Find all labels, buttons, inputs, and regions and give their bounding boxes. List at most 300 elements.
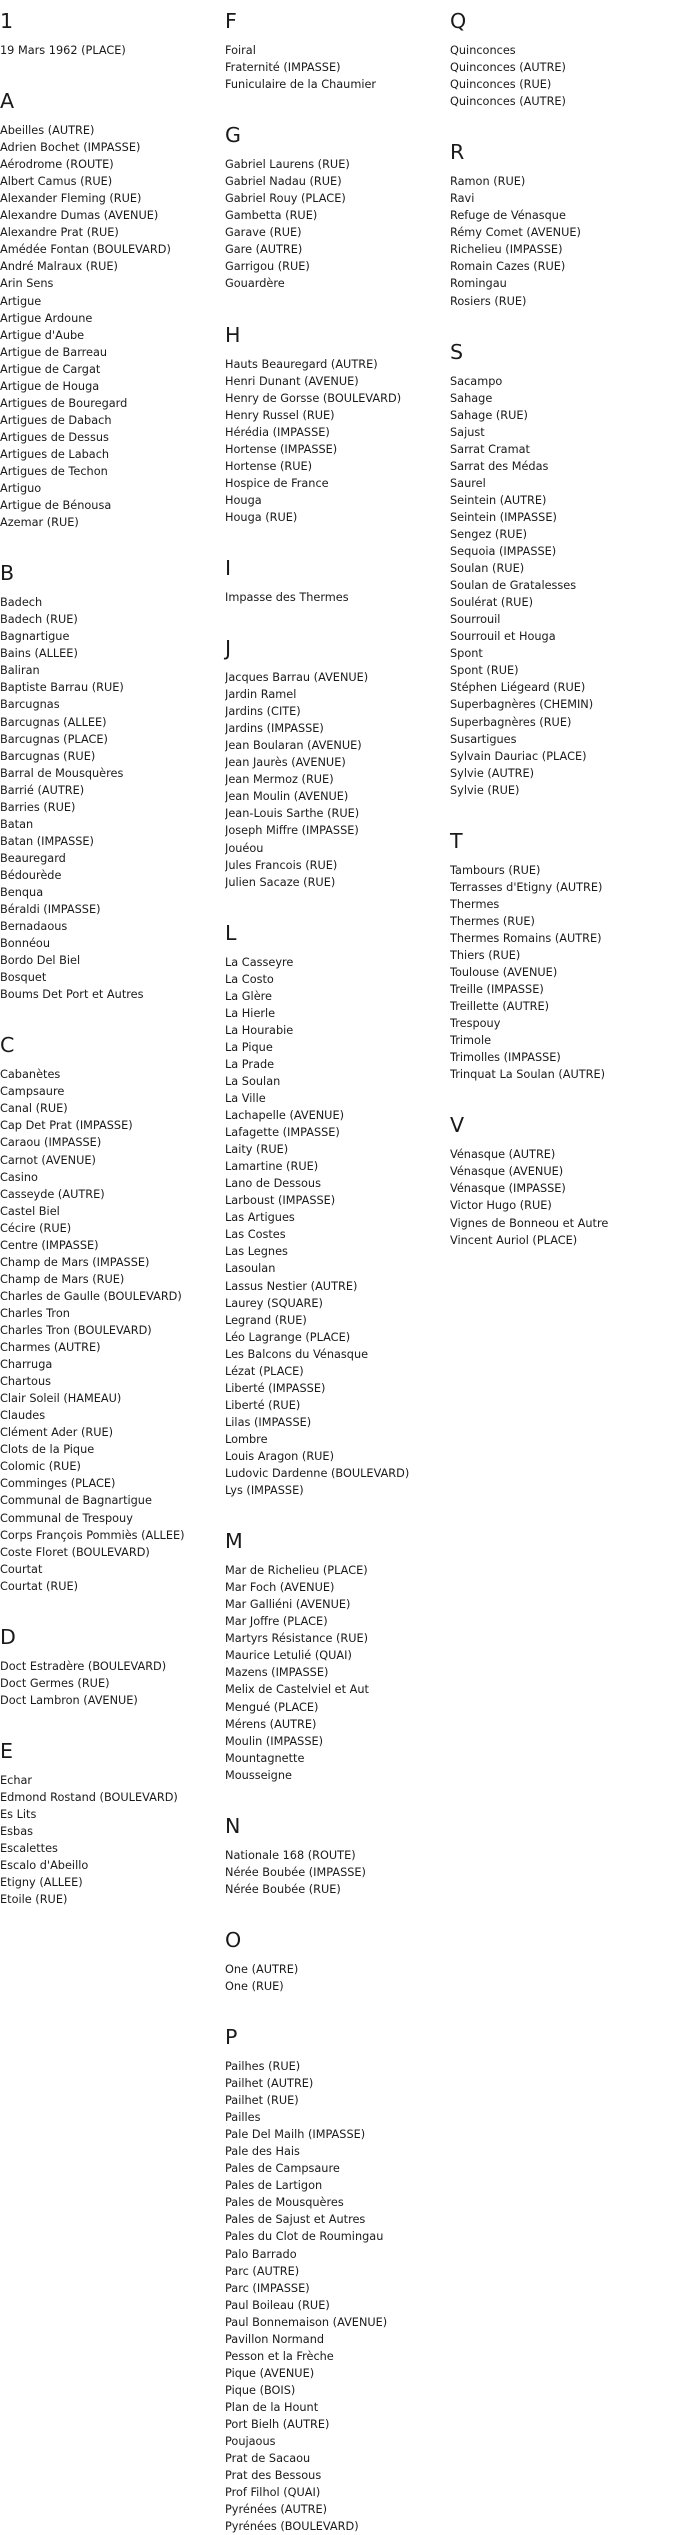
street-link[interactable]: Alexander Fleming (RUE) — [0, 192, 142, 206]
street-link[interactable]: Vignes de Bonneou et Autre — [450, 1216, 609, 1230]
street-link[interactable]: Las Artigues — [225, 1211, 295, 1225]
street-link[interactable]: Gabriel Laurens (RUE) — [225, 158, 350, 172]
street-link[interactable]: Mar Foch (AVENUE) — [225, 1581, 335, 1595]
street-link[interactable]: Ramon (RUE) — [450, 175, 526, 189]
street-link[interactable]: Comminges (PLACE) — [0, 1477, 116, 1491]
street-link[interactable]: Pailhet (RUE) — [225, 2094, 299, 2108]
street-link[interactable]: Pyrénées (BOULEVARD) — [225, 2520, 359, 2534]
street-link[interactable]: Alexandre Dumas (AVENUE) — [0, 209, 159, 223]
street-link[interactable]: Jacques Barrau (AVENUE) — [225, 671, 369, 685]
street-link[interactable]: Canal (RUE) — [0, 1102, 68, 1116]
street-link[interactable]: Barcugnas — [0, 698, 60, 712]
street-link[interactable]: Pales de Mousquères — [225, 2196, 344, 2210]
street-link[interactable]: Baptiste Barrau (RUE) — [0, 681, 124, 695]
street-link[interactable]: Romain Cazes (RUE) — [450, 260, 566, 274]
street-list-item — [0, 594, 215, 611]
street-link[interactable]: Sourrouil — [450, 613, 501, 627]
street-link[interactable]: Mar Galliéni (AVENUE) — [225, 1598, 351, 1612]
street-link[interactable]: Romingau — [450, 277, 507, 291]
street-link[interactable]: Hospice de France — [225, 476, 329, 490]
street-link[interactable]: Es Lits — [0, 1807, 37, 1821]
street-link[interactable]: Louis Aragon (RUE) — [225, 1450, 334, 1463]
street-link[interactable]: La Ville — [225, 1092, 266, 1106]
street-link[interactable]: Mazens (IMPASSE) — [225, 1666, 329, 1680]
street-link[interactable]: Champ de Mars (RUE) — [0, 1272, 125, 1286]
street-link[interactable]: Poujaous — [225, 2435, 276, 2449]
street-link[interactable]: Claudes — [0, 1409, 46, 1423]
street-list-item — [0, 1806, 215, 1823]
street-link[interactable]: Vénasque (AUTRE) — [450, 1148, 556, 1162]
street-link[interactable]: Gabriel Rouy (PLACE) — [225, 192, 346, 206]
street-link[interactable]: Joseph Miffre (IMPASSE) — [225, 824, 359, 838]
street-link[interactable]: Pales de Lartigon — [225, 2179, 323, 2193]
street-link[interactable]: Las Legnes — [225, 1245, 288, 1259]
street-link[interactable]: Communal de Trespouy — [0, 1511, 133, 1525]
street-link[interactable]: Lassus Nestier (AUTRE) — [225, 1279, 358, 1293]
street-link[interactable]: Doct Germes (RUE) — [0, 1676, 110, 1690]
street-list-item — [0, 833, 215, 850]
street-link[interactable]: Seintein (AUTRE) — [450, 493, 547, 507]
street-link[interactable]: André Malraux (RUE) — [0, 260, 118, 274]
street-link[interactable]: Laity (RUE) — [225, 1143, 289, 1157]
street-link[interactable]: Jardins (IMPASSE) — [225, 722, 324, 736]
street-link[interactable]: Thermes (RUE) — [450, 914, 535, 928]
street-link[interactable]: Henry Russel (RUE) — [225, 408, 335, 422]
street-link[interactable]: Lano de Dessous — [225, 1177, 321, 1191]
street-link[interactable]: Quinconces (AUTRE) — [450, 95, 566, 109]
street-list-item — [450, 475, 665, 492]
street-link[interactable]: Escalettes — [0, 1842, 58, 1856]
street-link[interactable]: Richelieu (IMPASSE) — [450, 243, 563, 257]
street-link[interactable]: Sacampo — [450, 374, 503, 388]
street-link[interactable]: Quinconces (RUE) — [450, 78, 552, 92]
street-link[interactable]: Clair Soleil (HAMEAU) — [0, 1392, 122, 1406]
street-list-item — [450, 662, 665, 679]
street-link[interactable]: Rosiers (RUE) — [450, 294, 527, 308]
street-link[interactable]: Susartigues — [450, 732, 517, 746]
street-link[interactable]: Charles Tron (BOULEVARD) — [0, 1324, 152, 1337]
street-link[interactable]: Superbagnères (RUE) — [450, 715, 572, 729]
street-list-item — [450, 93, 665, 110]
street-link[interactable]: Lombre — [225, 1432, 268, 1446]
street-link[interactable]: Boums Det Port et Autres — [0, 988, 144, 1002]
street-list-item — [450, 241, 665, 258]
street-link[interactable]: La Casseyre — [225, 955, 294, 969]
street-link[interactable]: Funiculaire de la Chaumier — [225, 78, 377, 92]
street-link[interactable]: Lys (IMPASSE) — [225, 1484, 304, 1498]
street-link[interactable]: Artigue — [0, 294, 42, 308]
street-list-item — [225, 1175, 440, 1192]
street-link[interactable]: Artiguo — [0, 482, 42, 496]
street-link[interactable]: Pavillon Normand — [225, 2332, 325, 2346]
street-list — [225, 589, 440, 606]
street-link[interactable]: Mountagnette — [225, 1751, 305, 1765]
street-link[interactable]: Léo Lagrange (PLACE) — [225, 1330, 351, 1344]
street-link[interactable]: Hortense (RUE) — [225, 459, 313, 473]
street-link[interactable]: Spont (RUE) — [450, 664, 519, 678]
street-link[interactable]: Tambours (RUE) — [450, 863, 541, 877]
street-link[interactable]: Stéphen Liégeard (RUE) — [450, 681, 586, 695]
street-link[interactable]: Jean Mermoz (RUE) — [225, 773, 334, 787]
street-link[interactable]: Sylvain Dauriac (PLACE) — [450, 749, 587, 763]
street-link[interactable]: Béraldi (IMPASSE) — [0, 903, 101, 917]
street-list-item — [0, 1658, 215, 1675]
street-link[interactable]: Batan (IMPASSE) — [0, 834, 94, 848]
street-link[interactable]: Jardins (CITE) — [225, 705, 301, 719]
street-link[interactable]: Terrasses d'Etigny (AUTRE) — [450, 880, 603, 894]
street-link[interactable]: Jean-Louis Sarthe (RUE) — [225, 807, 360, 821]
street-link[interactable]: Soulérat (RUE) — [450, 596, 533, 610]
street-link[interactable]: Lafagette (IMPASSE) — [225, 1126, 340, 1140]
street-link[interactable]: Mousseigne — [225, 1768, 292, 1782]
street-link[interactable]: One (AUTRE) — [225, 1962, 299, 1976]
street-link[interactable]: Spont — [450, 647, 483, 661]
street-link[interactable]: Martyrs Résistance (RUE) — [225, 1632, 369, 1646]
street-link[interactable]: 19 Mars 1962 (PLACE) — [0, 44, 126, 57]
street-link[interactable]: Gouardère — [225, 277, 285, 291]
street-link[interactable]: Courtat — [0, 1562, 43, 1576]
street-link[interactable]: Prat de Sacaou — [225, 2452, 311, 2466]
street-link[interactable]: Clément Ader (RUE) — [0, 1426, 114, 1440]
street-link[interactable]: Seintein (IMPASSE) — [450, 510, 557, 524]
street-link[interactable]: Ravi — [450, 192, 475, 206]
street-link[interactable]: Plan de la Hount — [225, 2400, 319, 2414]
street-link[interactable]: Legrand (RUE) — [225, 1313, 307, 1327]
street-list-item — [0, 782, 215, 799]
street-link[interactable]: Jean Moulin (AVENUE) — [225, 790, 349, 804]
street-link[interactable]: Casseyde (AUTRE) — [0, 1187, 105, 1201]
street-list-item — [0, 935, 215, 952]
street-list-item — [450, 373, 665, 390]
letter-group — [450, 141, 665, 309]
street-link[interactable]: Champ de Mars (IMPASSE) — [0, 1255, 150, 1269]
street-link[interactable]: Amédée Fontan (BOULEVARD) — [0, 243, 171, 257]
street-link[interactable]: Bonnéou — [0, 937, 51, 951]
street-link[interactable]: Henri Dunant (AVENUE) — [225, 374, 359, 388]
street-link[interactable]: Thiers (RUE) — [450, 948, 521, 962]
street-link[interactable]: Bédourède — [0, 868, 62, 882]
street-link[interactable]: Pales du Clot de Roumingau — [225, 2230, 384, 2244]
street-link[interactable]: Barries (RUE) — [0, 800, 76, 814]
street-link[interactable]: Nérée Boubée (RUE) — [225, 1882, 341, 1896]
street-link[interactable]: Laurey (SQUARE) — [225, 1296, 323, 1310]
street-link[interactable]: Castel Biel — [0, 1204, 60, 1218]
street-link[interactable]: Batan — [0, 817, 34, 831]
street-list-item — [450, 543, 665, 560]
street-link[interactable]: Bernadaous — [0, 920, 68, 934]
street-link[interactable]: Liberté (IMPASSE) — [225, 1381, 326, 1395]
street-link[interactable]: Campsaure — [0, 1085, 65, 1099]
street-link[interactable]: Casino — [0, 1170, 38, 1184]
street-link[interactable]: Barcugnas (ALLEE) — [0, 715, 107, 729]
street-link[interactable]: Nationale 168 (ROUTE) — [225, 1848, 356, 1862]
street-link[interactable]: Charles Tron — [0, 1306, 70, 1320]
street-link[interactable]: Garrigou (RUE) — [225, 260, 310, 274]
street-link[interactable]: Pales de Sajust et Autres — [225, 2213, 366, 2227]
street-link[interactable]: Sylvie (RUE) — [450, 783, 520, 797]
street-list-item — [0, 645, 215, 662]
street-list-item — [450, 258, 665, 275]
street-link[interactable]: Port Bielh (AUTRE) — [225, 2417, 330, 2431]
street-link[interactable]: La Hierle — [225, 1006, 276, 1020]
street-link[interactable]: Pique (AVENUE) — [225, 2366, 315, 2380]
letter-heading: T — [450, 828, 463, 853]
street-link[interactable]: Foiral — [225, 44, 256, 57]
street-link[interactable]: Charruga — [0, 1358, 53, 1372]
street-link[interactable]: Thermes — [450, 897, 500, 911]
street-link[interactable]: Pale Del Mailh (IMPASSE) — [225, 2128, 366, 2142]
street-link[interactable]: Bosquet — [0, 971, 47, 985]
street-link[interactable]: Hauts Beauregard (AUTRE) — [225, 357, 378, 371]
street-link[interactable]: Bordo Del Biel — [0, 954, 81, 968]
street-list-item — [0, 1441, 215, 1458]
street-link[interactable]: Pique (BOIS) — [225, 2383, 296, 2397]
street-link[interactable]: Baliran — [0, 664, 40, 678]
street-link[interactable]: Artigue Ardoune — [0, 311, 93, 325]
street-link[interactable]: Victor Hugo (RUE) — [450, 1199, 552, 1213]
street-list-item — [225, 156, 440, 173]
street-link[interactable]: Liberté (RUE) — [225, 1398, 301, 1412]
street-list-item — [225, 258, 440, 275]
street-link[interactable]: Adrien Bochet (IMPASSE) — [0, 141, 141, 155]
street-link[interactable]: Badech — [0, 596, 43, 610]
street-link[interactable]: Doct Estradère (BOULEVARD) — [0, 1659, 167, 1673]
street-link[interactable]: Artigue d'Aube — [0, 328, 85, 342]
street-link[interactable]: Benqua — [0, 885, 44, 899]
street-link[interactable]: Impasse des Thermes — [225, 590, 349, 604]
street-link[interactable]: Sengez (RUE) — [450, 527, 527, 541]
street-link[interactable]: Prat des Bessous — [225, 2469, 322, 2483]
group-spacer — [450, 1083, 665, 1114]
street-link[interactable]: Palo Barrado — [225, 2247, 297, 2261]
street-link[interactable]: Artigues de Dessus — [0, 430, 109, 444]
street-link[interactable]: Artigues de Techon — [0, 464, 108, 478]
street-link[interactable]: Beauregard — [0, 851, 66, 865]
street-link[interactable]: Sarrat des Médas — [450, 459, 549, 473]
street-link[interactable]: Pales de Campsaure — [225, 2162, 340, 2176]
street-link[interactable]: La Glère — [225, 989, 272, 1003]
street-link[interactable]: Chartous — [0, 1375, 52, 1389]
street-link[interactable]: Cécire (RUE) — [0, 1221, 72, 1235]
street-link[interactable]: Trinquat La Soulan (AUTRE) — [450, 1068, 606, 1082]
street-link[interactable]: Julien Sacaze (RUE) — [225, 875, 336, 889]
street-link[interactable]: Artigues de Labach — [0, 447, 110, 461]
street-link[interactable]: La Hourabie — [225, 1023, 294, 1037]
street-list-item — [450, 930, 665, 947]
street-link[interactable]: Doct Lambron (AVENUE) — [0, 1693, 138, 1707]
street-link[interactable]: Larboust (IMPASSE) — [225, 1194, 336, 1208]
street-link[interactable]: Mérens (AUTRE) — [225, 1717, 317, 1731]
street-link[interactable]: La Prade — [225, 1057, 275, 1071]
street-link[interactable]: One (RUE) — [225, 1979, 284, 1993]
street-link[interactable]: Jean Boularan (AVENUE) — [225, 739, 362, 753]
street-link[interactable]: Sajust — [450, 425, 485, 439]
street-link[interactable]: Artigue de Cargat — [0, 362, 101, 376]
street-link[interactable]: Pailhet (AUTRE) — [225, 2077, 314, 2091]
group-spacer — [0, 1595, 215, 1626]
street-link[interactable]: Carnot (AVENUE) — [0, 1153, 96, 1167]
street-link[interactable]: Colomic (RUE) — [0, 1460, 81, 1474]
street-list-item — [450, 173, 665, 190]
street-link[interactable]: Trimole — [450, 1034, 492, 1048]
street-list-item — [0, 463, 215, 480]
street-list-item — [0, 1407, 215, 1424]
street-link[interactable]: Barral de Mousquères — [0, 766, 124, 780]
letter-group — [225, 1929, 440, 1995]
street-list-item — [225, 2109, 440, 2126]
street-link[interactable]: Treille (IMPASSE) — [450, 983, 544, 997]
street-link[interactable]: Edmond Rostand (BOULEVARD) — [0, 1790, 178, 1804]
street-link[interactable]: Gambetta (RUE) — [225, 209, 318, 223]
street-link[interactable]: Corps François Pommiès (ALLEE) — [0, 1528, 185, 1542]
street-link[interactable]: Jules Francois (RUE) — [225, 858, 338, 872]
street-link[interactable]: Bagnartigue — [0, 630, 70, 644]
street-link[interactable]: Garave (RUE) — [225, 226, 302, 240]
street-link[interactable]: Treillette (AUTRE) — [450, 1000, 550, 1014]
street-link[interactable]: Coste Floret (BOULEVARD) — [0, 1545, 150, 1559]
street-link[interactable]: Caraou (IMPASSE) — [0, 1136, 102, 1150]
street-link[interactable]: Alexandre Prat (RUE) — [0, 226, 119, 240]
street-link[interactable]: Escalo d'Abeillo — [0, 1859, 89, 1873]
street-link[interactable]: Gare (AUTRE) — [225, 243, 303, 257]
street-link[interactable]: Lézat (PLACE) — [225, 1364, 304, 1378]
street-link[interactable]: Soulan (RUE) — [450, 562, 525, 576]
street-link[interactable]: Jean Jaurès (AVENUE) — [225, 756, 346, 770]
street-link[interactable]: Pailhes (RUE) — [225, 2059, 301, 2073]
street-list-item — [450, 407, 665, 424]
street-link[interactable]: Maurice Letulié (QUAI) — [225, 1649, 352, 1663]
street-link[interactable]: Barcugnas (PLACE) — [0, 732, 108, 746]
street-link[interactable]: Houga — [225, 493, 262, 507]
street-link[interactable]: Sahage (RUE) — [450, 408, 528, 422]
street-link[interactable]: Abeilles (AUTRE) — [0, 124, 95, 138]
street-link[interactable]: Pesson et la Frèche — [225, 2349, 334, 2363]
street-link[interactable]: Trimolles (IMPASSE) — [450, 1051, 561, 1065]
street-link[interactable]: Cabanètes — [0, 1068, 61, 1082]
street-link[interactable]: Melix de Castelviel et Aut — [225, 1683, 369, 1697]
street-link[interactable]: Paul Boileau (RUE) — [225, 2298, 330, 2312]
street-link[interactable]: Sourrouil et Houga — [450, 630, 556, 644]
street-link[interactable]: Cap Det Prat (IMPASSE) — [0, 1119, 133, 1133]
street-list — [0, 594, 215, 1003]
street-list-item — [225, 1158, 440, 1175]
street-link[interactable]: Vénasque (AVENUE) — [450, 1165, 564, 1179]
street-link[interactable]: Communal de Bagnartigue — [0, 1494, 152, 1508]
street-link[interactable]: Courtat (RUE) — [0, 1579, 79, 1593]
street-link[interactable]: Parc (IMPASSE) — [225, 2281, 310, 2295]
street-link[interactable]: Jardin Ramel — [225, 688, 297, 702]
street-link[interactable]: Les Balcons du Vénasque — [225, 1347, 369, 1361]
street-link[interactable]: Saurel — [450, 476, 486, 490]
street-list-item — [225, 2280, 440, 2297]
street-link[interactable]: Etoile (RUE) — [0, 1893, 68, 1907]
street-list-item — [0, 1891, 215, 1908]
street-link[interactable]: Artigues de Dabach — [0, 413, 112, 427]
street-link[interactable]: Aérodrome (ROUTE) — [0, 158, 114, 172]
street-link[interactable]: Prof Filhol (QUAI) — [225, 2486, 321, 2500]
street-link[interactable]: Echar — [0, 1773, 33, 1787]
street-link[interactable]: Bains (ALLEE) — [0, 647, 78, 661]
street-link[interactable]: Quinconces (AUTRE) — [450, 61, 566, 75]
street-link[interactable]: Mar Joffre (PLACE) — [225, 1615, 328, 1629]
street-link[interactable]: Clots de la Pique — [0, 1443, 95, 1457]
street-link[interactable]: Nérée Boubée (IMPASSE) — [225, 1865, 366, 1879]
street-link[interactable]: Pyrénées (AUTRE) — [225, 2503, 328, 2517]
street-link[interactable]: Azemar (RUE) — [0, 516, 79, 530]
street-link[interactable]: Barrié (AUTRE) — [0, 783, 85, 797]
street-link[interactable]: Badech (RUE) — [0, 613, 78, 627]
street-link[interactable]: Esbas — [0, 1825, 34, 1839]
street-link[interactable]: Pailles — [225, 2111, 261, 2125]
street-link[interactable]: Vincent Auriol (PLACE) — [450, 1233, 578, 1247]
street-link[interactable]: Vénasque (IMPASSE) — [450, 1182, 566, 1196]
street-link[interactable]: Sylvie (AUTRE) — [450, 766, 535, 780]
street-link[interactable]: Arin Sens — [0, 277, 54, 291]
street-link[interactable]: Ludovic Dardenne (BOULEVARD) — [225, 1467, 410, 1481]
street-list-item — [225, 373, 440, 390]
street-link[interactable]: Houga (RUE) — [225, 510, 298, 524]
street-list-item — [0, 395, 215, 412]
street-link[interactable]: Mar de Richelieu (PLACE) — [225, 1564, 368, 1578]
street-link[interactable]: Refuge de Vénasque — [450, 209, 566, 223]
street-link[interactable]: Charmes (AUTRE) — [0, 1341, 101, 1355]
street-link[interactable]: Charles de Gaulle (BOULEVARD) — [0, 1289, 182, 1303]
street-link[interactable]: Lilas (IMPASSE) — [225, 1415, 312, 1429]
street-link[interactable]: Artigues de Bouregard — [0, 396, 128, 410]
street-list-item — [0, 190, 215, 207]
street-link[interactable]: La Soulan — [225, 1074, 281, 1088]
street-link[interactable]: Paul Bonnemaison (AVENUE) — [225, 2315, 388, 2329]
street-link[interactable]: Sahage — [450, 391, 493, 405]
letter-group — [450, 10, 665, 110]
street-link[interactable]: Jouéou — [225, 841, 264, 855]
street-link[interactable]: Soulan de Gratalesses — [450, 579, 577, 593]
street-link[interactable]: Hérédia (IMPASSE) — [225, 425, 330, 439]
street-link[interactable]: Quinconces — [450, 44, 516, 57]
street-link[interactable]: La Pique — [225, 1040, 273, 1054]
street-link[interactable]: Artigue de Houga — [0, 379, 100, 393]
street-link[interactable]: Parc (AUTRE) — [225, 2264, 300, 2278]
street-link[interactable]: Moulin (IMPASSE) — [225, 1734, 324, 1748]
street-link[interactable]: Etigny (ALLEE) — [0, 1876, 83, 1890]
street-link[interactable]: Lachapelle (AVENUE) — [225, 1109, 344, 1123]
letter-group — [0, 562, 215, 1003]
street-link[interactable]: Centre (IMPASSE) — [0, 1238, 99, 1252]
street-link[interactable]: Sequoia (IMPASSE) — [450, 545, 557, 559]
street-link[interactable]: Pale des Hais — [225, 2145, 300, 2159]
street-link[interactable]: Lamartine (RUE) — [225, 1160, 319, 1174]
street-link[interactable]: Sarrat Cramat — [450, 442, 530, 456]
street-link[interactable]: Las Costes — [225, 1228, 286, 1242]
street-link[interactable]: Rémy Comet (AVENUE) — [450, 226, 581, 240]
street-link[interactable]: Mengué (PLACE) — [225, 1700, 319, 1714]
street-link[interactable]: Albert Camus (RUE) — [0, 175, 113, 189]
street-link[interactable]: Artigue de Barreau — [0, 345, 108, 359]
street-link[interactable]: Hortense (IMPASSE) — [225, 442, 338, 456]
street-link[interactable]: Thermes Romains (AUTRE) — [450, 931, 602, 945]
street-link[interactable]: Toulouse (AVENUE) — [450, 966, 558, 980]
street-link[interactable]: Gabriel Nadau (RUE) — [225, 175, 342, 189]
letter-heading: B — [0, 561, 15, 586]
street-link[interactable]: Fraternité (IMPASSE) — [225, 61, 341, 75]
street-link[interactable]: Superbagnères (CHEMIN) — [450, 698, 594, 712]
street-link[interactable]: Lasoulan — [225, 1262, 276, 1276]
street-link[interactable]: Artigue de Bénousa — [0, 499, 112, 513]
street-link[interactable]: Barcugnas (RUE) — [0, 749, 96, 763]
street-link[interactable]: Henry de Gorsse (BOULEVARD) — [225, 391, 402, 405]
street-link[interactable]: La Costo — [225, 972, 274, 986]
street-link[interactable]: Trespouy — [450, 1017, 501, 1031]
